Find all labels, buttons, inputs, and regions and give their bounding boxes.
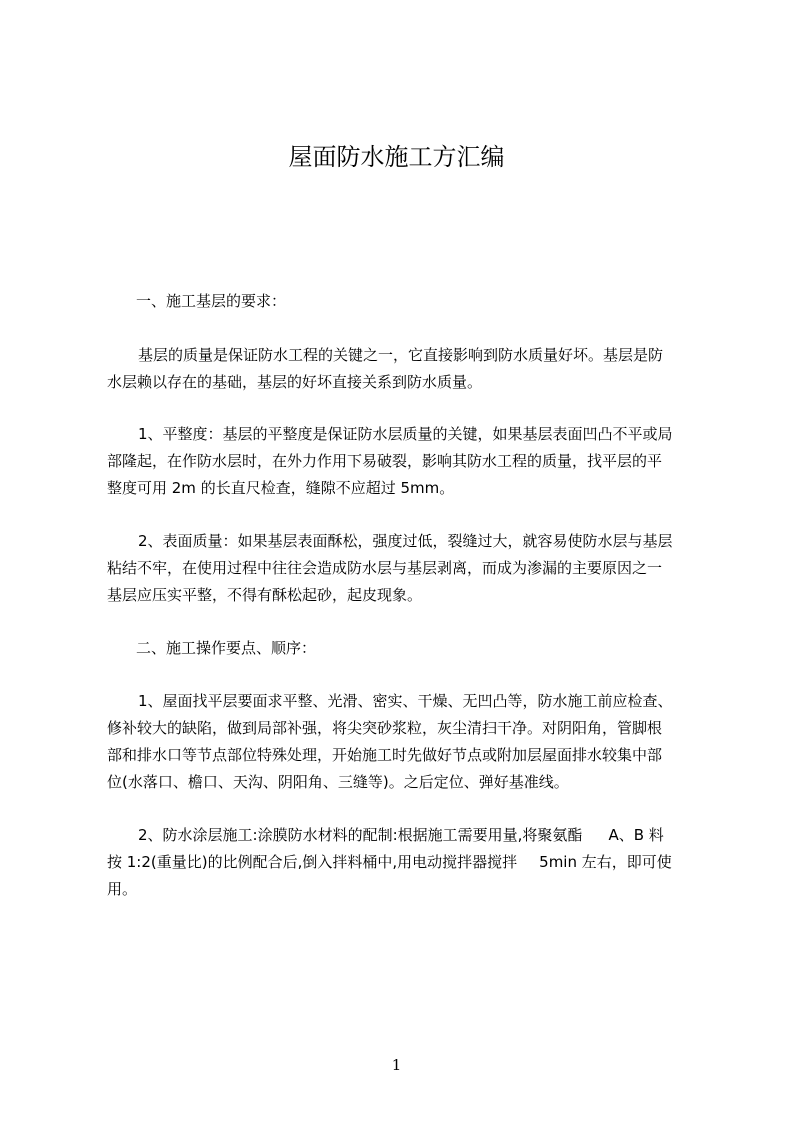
section2-item1-line-2: 修补较大的缺陷，做到局部补强，将尖突砂浆粒，灰尘清扫干净。对阴阳角，管脚根 bbox=[107, 719, 663, 737]
section2-item1-line-1: 1、屋面找平层要面求平整、光滑、密实、干燥、无凹凸等，防水施工前应检查、 bbox=[138, 692, 673, 710]
section1-heading: 一、施工基层的要求： bbox=[136, 292, 287, 310]
section1-item2-line-1: 2、表面质量：如果基层表面酥松，强度过低，裂缝过大，就容易使防水层与基层 bbox=[138, 532, 673, 550]
section2-item2-line-2 bbox=[107, 852, 672, 872]
section2-item1-line-4: 位(水落口、檐口、天沟、阴阳角、三缝等)。之后定位、弹好基准线。 bbox=[107, 773, 569, 791]
section2-item2-line-3: 用。 bbox=[107, 880, 138, 898]
section1-item1-line-1: 1、平整度：基层的平整度是保证防水层质量的关键，如果基层表面凹凸不平或局 bbox=[138, 425, 673, 443]
section2-item2-line-1-part-b: A、B 料 bbox=[608, 826, 664, 844]
section1-item1-line-2: 部隆起，在作防水层时，在外力作用下易破裂，影响其防水工程的质量，找平层的平 bbox=[107, 452, 663, 470]
section2-heading: 二、施工操作要点、顺序： bbox=[136, 639, 317, 657]
section2-item2-line-1-part-a: 2、防水涂层施工:涂膜防水材料的配制:根据施工需要用量,将聚氨酯 bbox=[138, 826, 583, 844]
section1-item2-line-3: 基层应压实平整，不得有酥松起砂，起皮现象。 bbox=[107, 586, 423, 604]
section1-item1-line-3: 整度可用 2m 的长直尺检查，缝隙不应超过 5mm。 bbox=[107, 479, 455, 497]
document-title: 屋面防水施工方汇编 bbox=[288, 143, 505, 171]
section1-intro-line-1: 基层的质量是保证防水工程的关键之一，它直接影响到防水质量好坏。基层是防 bbox=[138, 346, 664, 364]
section2-item1-line-3: 部和排水口等节点部位特殊处理，开始施工时先做好节点或附加层屋面排水较集中部 bbox=[107, 746, 663, 764]
section1-item2-line-2: 粘结不牢，在使用过程中往往会造成防水层与基层剥离，而成为渗漏的主要原因之一 bbox=[107, 559, 663, 577]
section2-item2-line-1 bbox=[138, 825, 664, 845]
section2-item2-line-2-part-a: 按 1:2(重量比)的比例配合后,倒入拌料桶中,用电动搅拌器搅拌 bbox=[107, 853, 518, 871]
page-number: 1 bbox=[391, 1056, 402, 1074]
section1-intro-line-2: 水层赖以存在的基础，基层的好坏直接关系到防水质量。 bbox=[107, 373, 483, 391]
section2-item2-line-2-part-b: 5min 左右，即可使 bbox=[539, 853, 672, 871]
